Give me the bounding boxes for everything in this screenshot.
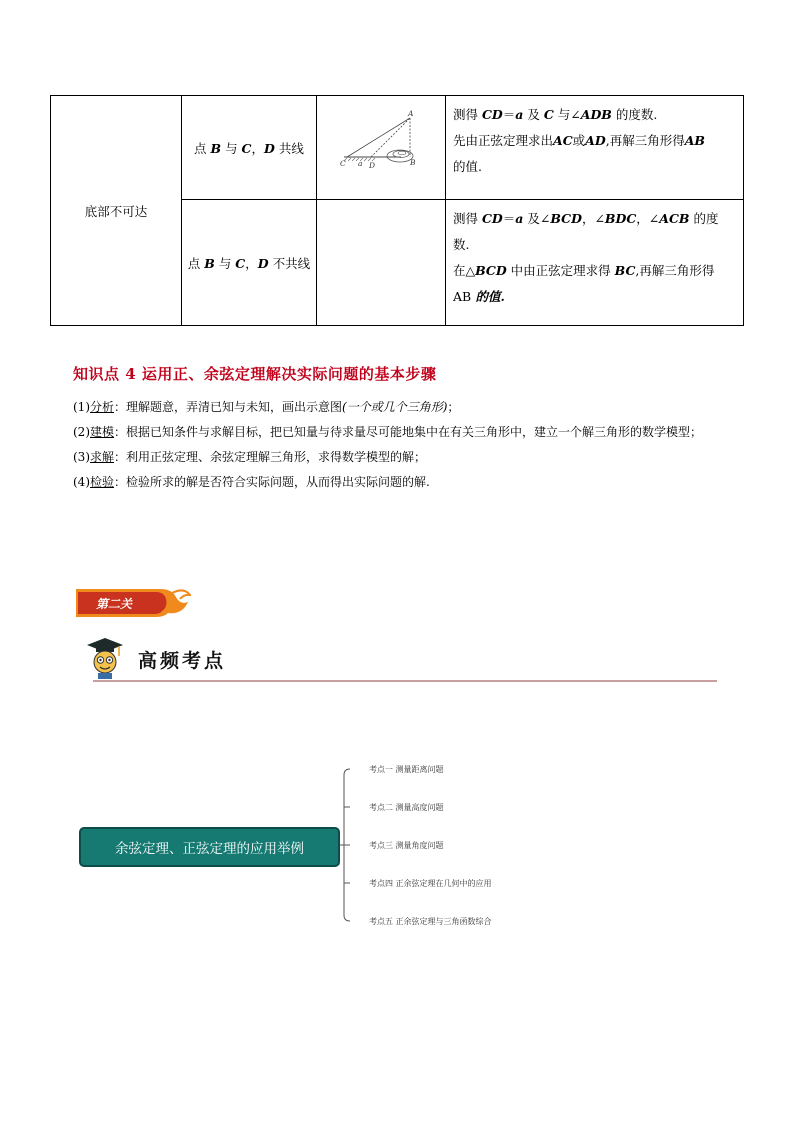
mindmap-branch: 考点五 正余弦定理与三角函数综合	[369, 917, 492, 926]
steps-list	[73, 395, 733, 495]
math-symbol: AD	[585, 133, 606, 148]
point-label: A	[407, 109, 414, 118]
text-segment: 及∠	[523, 211, 551, 226]
text-segment: 共线	[274, 140, 304, 156]
point-label: D	[368, 161, 375, 170]
text-segment: 与	[214, 255, 236, 271]
math-symbol: BDC	[604, 211, 637, 226]
text-segment: 的度数.	[611, 107, 658, 122]
math-symbol: D	[257, 255, 269, 271]
segment-label: a	[357, 159, 363, 168]
step-key: 求解	[90, 450, 115, 464]
step-num: (2)	[73, 425, 90, 439]
mindmap-branch: 考点四 正余弦定理在几何中的应用	[369, 879, 492, 888]
section-divider	[93, 680, 717, 682]
mindmap-branch: 考点二 测量高度问题	[369, 803, 444, 812]
text-segment: ，∠	[581, 211, 605, 226]
step-text: ：检验所求的解是否符合实际问题，从而得出实际问题的解.	[114, 475, 430, 489]
description-lines	[453, 206, 737, 310]
step-text: ：理解题意，弄清已知与未知，画出示意图	[114, 400, 343, 414]
text-segment: AB	[452, 289, 472, 304]
math-symbol: a	[515, 107, 524, 122]
text-segment: 不共线	[268, 255, 311, 271]
math-symbol: a	[515, 211, 524, 226]
text-segment: 点	[187, 255, 205, 271]
step-note: (一个或几个三角形)	[342, 400, 448, 414]
description-line	[453, 284, 737, 310]
description-lines	[453, 102, 737, 180]
text-segment: 或	[572, 133, 586, 148]
step-item	[73, 470, 733, 495]
text-segment: 与	[221, 140, 242, 156]
table-row	[51, 96, 744, 200]
figure-cell	[316, 200, 445, 326]
section-banner	[85, 636, 720, 682]
text-segment: 在△	[452, 263, 476, 278]
text-segment: ，	[245, 255, 258, 271]
description-line	[453, 206, 737, 232]
ribbon-label: 第二关	[96, 597, 133, 611]
measurement-table	[50, 95, 744, 326]
text-segment: 与∠	[553, 107, 581, 122]
step-num: (3)	[73, 450, 90, 464]
condition-text	[188, 256, 310, 271]
step-end: ；	[447, 400, 460, 414]
step-item	[73, 420, 733, 445]
step-num: (1)	[73, 400, 90, 414]
description-cell	[445, 200, 743, 326]
point-label: B	[409, 158, 416, 167]
description-line	[453, 128, 737, 154]
figure-cell	[316, 96, 445, 200]
section-title: 高频考点	[138, 650, 227, 672]
math-symbol: C	[241, 140, 252, 156]
math-symbol: BC	[614, 263, 636, 278]
math-symbol: BCD	[475, 263, 507, 278]
mindmap-branch: 考点三 测量角度问题	[369, 841, 444, 850]
text-segment: ＝	[502, 211, 516, 226]
text-segment: ,再解三角形得	[605, 133, 685, 148]
mindmap-root: 余弦定理、正弦定理的应用举例	[79, 827, 340, 867]
condition-text	[194, 141, 304, 156]
math-symbol: ADB	[580, 107, 612, 122]
description-line	[453, 258, 737, 284]
category-cell	[51, 96, 182, 326]
text-segment: ,再解三角形得	[635, 263, 715, 278]
description-cell	[445, 96, 743, 200]
math-symbol: D	[264, 140, 275, 156]
math-symbol: ACB	[659, 211, 690, 226]
knowledge-point-title: 知识点 4 运用正、余弦定理解决实际问题的基本步骤	[73, 365, 437, 383]
step-text: ：利用正弦定理、余弦定理解三角形，求得数学模型的解；	[114, 450, 427, 464]
text-segment: ＝	[502, 107, 516, 122]
text-segment: 及	[523, 107, 544, 122]
text-segment: 中由正弦定理求得	[506, 263, 615, 278]
math-symbol: AB	[684, 133, 705, 148]
step-text: ：根据已知条件与求解目标，把已知量与待求量尽可能地集中在有关三角形中，建立一个解三角形的数学模型；	[114, 425, 703, 439]
condition-cell	[181, 96, 316, 200]
text-segment: 点	[194, 140, 211, 156]
math-symbol: 的值.	[471, 289, 505, 304]
category-label: 底部不可达	[84, 203, 148, 219]
math-symbol: CD	[481, 211, 503, 226]
math-symbol: CD	[481, 107, 503, 122]
text-segment: 测得	[452, 107, 482, 122]
description-line	[453, 232, 737, 258]
description-line	[453, 154, 737, 180]
step-key: 建模	[90, 425, 115, 439]
math-symbol: B	[210, 140, 222, 156]
text-segment: 的值.	[452, 159, 482, 174]
point-label: C	[339, 159, 346, 168]
math-symbol: AC	[553, 133, 573, 148]
graduate-icon	[85, 636, 125, 680]
triangle-figure	[317, 96, 445, 196]
step-item	[73, 395, 733, 420]
math-symbol: C	[235, 255, 246, 271]
math-symbol: C	[543, 107, 554, 122]
step-num: (4)	[73, 475, 90, 489]
step-key: 检验	[90, 475, 115, 489]
text-segment: ，∠	[636, 211, 660, 226]
step-item	[73, 445, 733, 470]
condition-cell	[181, 200, 316, 326]
step-key: 分析	[90, 400, 115, 414]
level-ribbon	[76, 585, 191, 625]
text-segment: 的度	[689, 211, 719, 226]
text-segment: 测得	[452, 211, 482, 226]
description-line	[453, 102, 737, 128]
math-symbol: B	[204, 255, 215, 271]
text-segment: 数.	[452, 237, 470, 252]
text-segment: ，	[251, 140, 265, 156]
math-symbol: BCD	[550, 211, 582, 226]
text-segment: 先由正弦定理求出	[452, 133, 553, 148]
mindmap-branch: 考点一 测量距离问题	[369, 765, 444, 774]
